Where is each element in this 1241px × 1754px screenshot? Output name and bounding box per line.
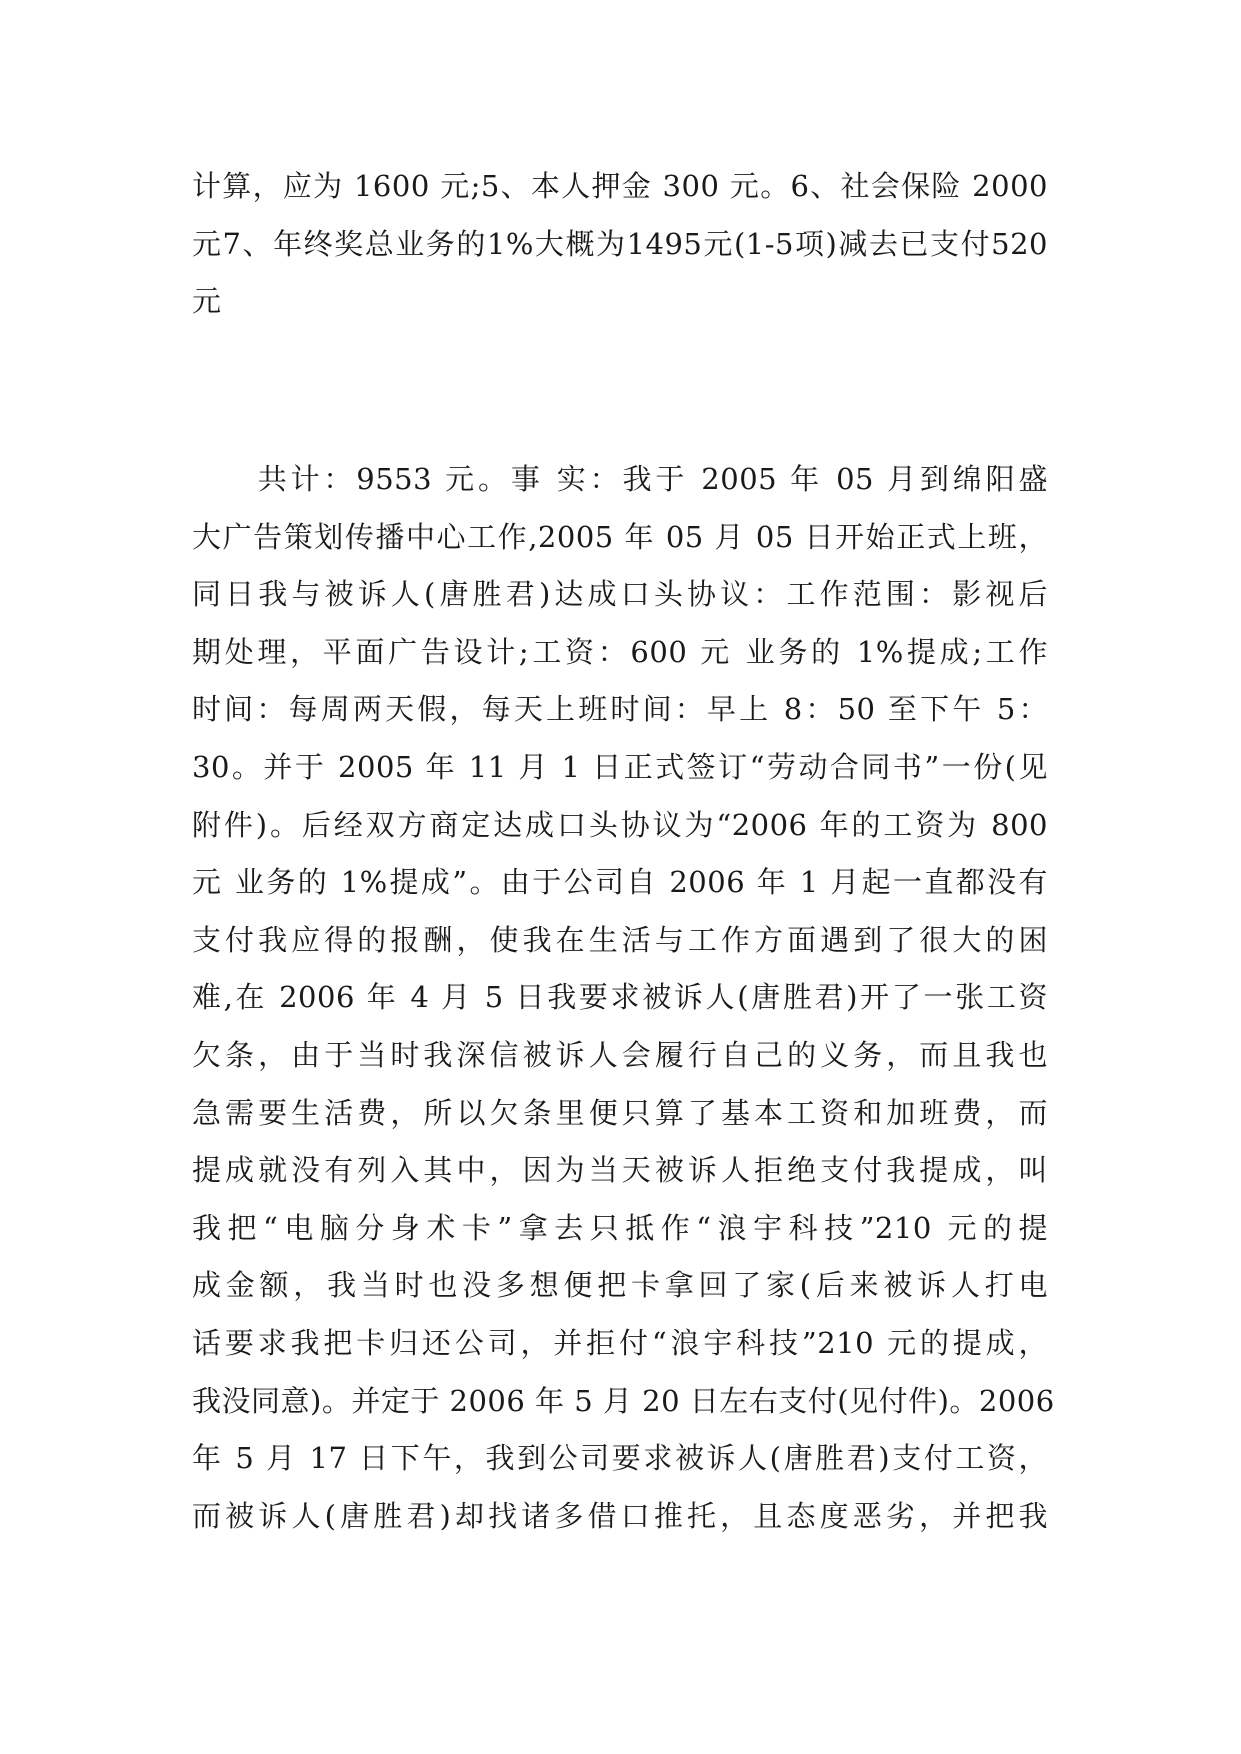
text-line: 30。并于 2005 年 11 月 1 日正式签订“劳动合同书”一份(见 [192,749,1048,784]
text-line: 而被诉人(唐胜君)却找诸多借口推托，且态度恶劣，并把我 [192,1498,1048,1533]
text-line: 年 5 月 17 日下午，我到公司要求被诉人(唐胜君)支付工资， [192,1441,1048,1476]
text-line: 大广告策划传播中心工作,2005 年 05 月 05 日开始正式上班， [192,519,1048,554]
paragraph-1 [192,158,1048,331]
text-line: 时间：每周两天假，每天上班时间：早上 8：50 至下午 5： [192,692,1048,727]
text-line: 附件)。后经双方商定达成口头协议为“2006 年的工资为 800 [192,807,1048,842]
text-line: 共计：9553 元。事 实：我于 2005 年 05 月到绵阳盛 [192,462,1048,496]
text-line: 话要求我把卡归还公司，并拒付“浪宇科技”210 元的提成， [192,1325,1048,1360]
paragraph-2 [192,451,1055,1545]
text-line: 期处理，平面广告设计;工资：600 元 业务的 1%提成;工作 [192,634,1048,669]
text-line: 欠条，由于当时我深信被诉人会履行自己的义务，而且我也 [192,1037,1048,1072]
text-line: 元 业务的 1%提成”。由于公司自 2006 年 1 月起一直都没有 [192,865,1048,900]
text-line: 提成就没有列入其中，因为当天被诉人拒绝支付我提成，叫 [192,1153,1048,1188]
text-line: 同日我与被诉人(唐胜君)达成口头协议：工作范围：影视后 [192,577,1048,612]
text-line: 元7、年终奖总业务的1%大概为1495元(1-5项)减去已支付520 [192,226,1048,261]
text-line: 我没同意)。并定于 2006 年 5 月 20 日左右支付(见付件)。2006 [192,1383,1055,1418]
text-line: 计算，应为 1600 元;5、本人押金 300 元。6、社会保险 2000 [192,169,1048,203]
text-line: 支付我应得的报酬，使我在生活与工作方面遇到了很大的困 [192,922,1048,957]
text-line: 难,在 2006 年 4 月 5 日我要求被诉人(唐胜君)开了一张工资 [192,980,1048,1015]
text-line: 急需要生活费，所以欠条里便只算了基本工资和加班费，而 [192,1095,1048,1130]
text-line: 元 [192,284,222,319]
text-line: 成金额，我当时也没多想便把卡拿回了家(后来被诉人打电 [192,1268,1048,1303]
text-line: 我把“电脑分身术卡”拿去只抵作“浪宇科技”210 元的提 [192,1210,1048,1245]
